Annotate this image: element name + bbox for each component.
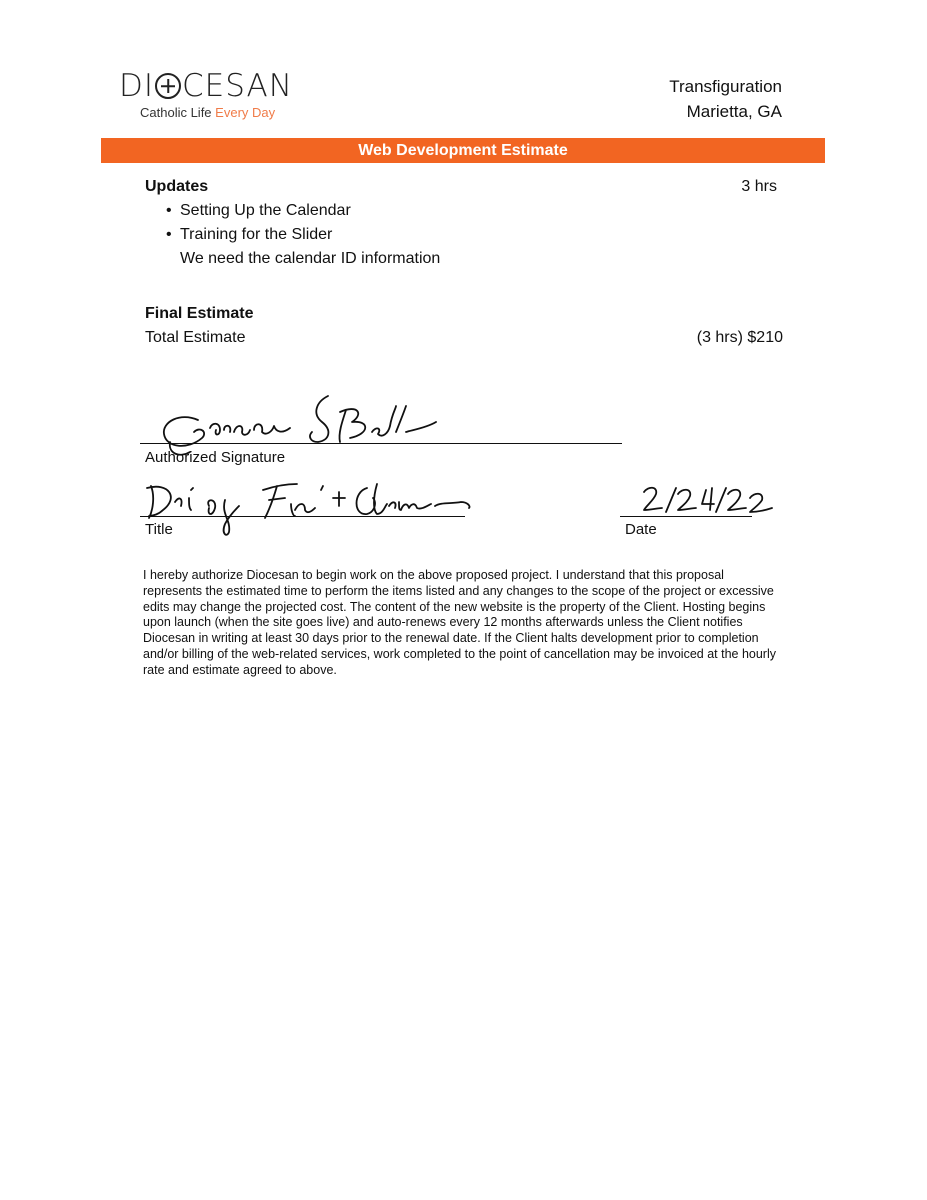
updates-note: We need the calendar ID information: [180, 250, 441, 267]
authorization-text: I hereby authorize Diocesan to begin work on the above proposed project. I understand that this proposal represents the estimated time to perform the items listed and any changes to the scope of the project or excessive edits may change the projected cost. The content of the new website is the property of the Client. Hosting begins upon launch (when the site goes live) and auto-renews every 12 months afterwards unless the Client notifies Diocesan in writing at least 30 days prior to the renewal date. If the Client halts development prior to completion and/or billing of the web-related services, work completed to the point of cancellation may be invoiced at the hourly rate and estimate agreed to above.: [143, 568, 776, 677]
total-estimate-value: (3 hrs) $210: [696, 329, 783, 346]
bullet-icon: •: [166, 226, 172, 243]
logo-tagline: [140, 105, 275, 120]
date-label: Date: [625, 521, 657, 538]
handwritten-date: [640, 484, 780, 520]
list-item: [166, 226, 332, 244]
estimate-banner: Web Development Estimate: [101, 138, 825, 163]
signature-label: Authorized Signature: [145, 449, 286, 466]
date-line: [620, 516, 752, 517]
logo-text-left: DI: [119, 68, 155, 104]
handwritten-title: [145, 476, 485, 536]
list-item-label: Training for the Slider: [180, 226, 333, 243]
diocesan-logo: [119, 68, 293, 104]
cross-circle-icon: [155, 73, 181, 99]
logo-text-right: CESAN: [182, 68, 293, 104]
list-item-label: Setting Up the Calendar: [180, 202, 351, 219]
tagline-accent: Every Day: [215, 105, 276, 120]
tagline-main: Catholic Life: [140, 105, 212, 120]
updates-hours: 3 hrs: [741, 178, 777, 195]
bullet-icon: •: [166, 202, 172, 219]
total-estimate-label: Total Estimate: [145, 329, 246, 346]
list-item: [166, 202, 351, 220]
parish-name: Transfiguration: [669, 77, 782, 96]
signature-line: [140, 443, 622, 444]
title-line: [140, 516, 465, 517]
title-label: Title: [145, 521, 173, 538]
final-estimate-heading: Final Estimate: [145, 305, 254, 322]
parish-location: Marietta, GA: [686, 102, 782, 121]
updates-heading: Updates: [145, 178, 209, 195]
